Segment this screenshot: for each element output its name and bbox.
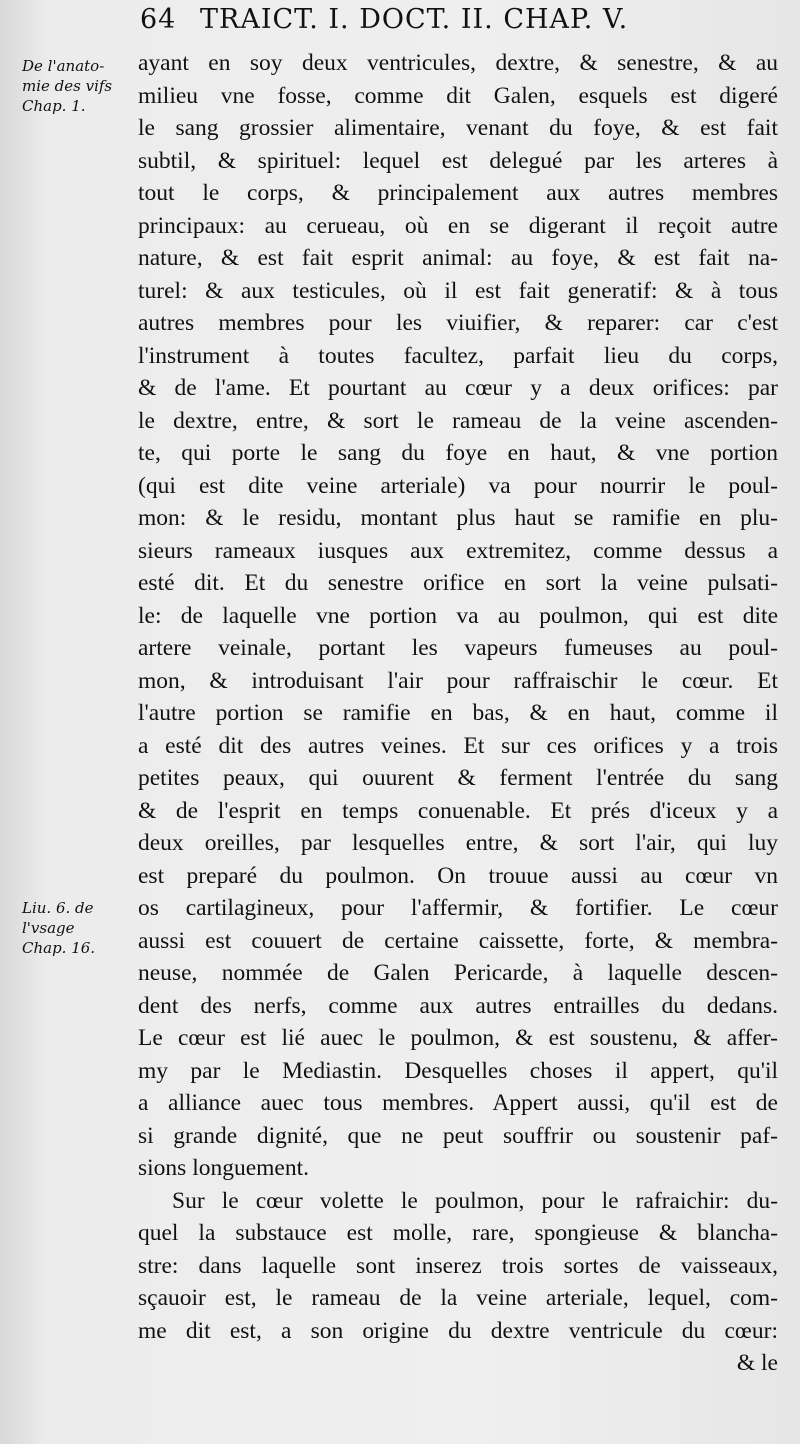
text-line: ayant en soy deux ventricules, dextre, & senestre, & au (138, 50, 778, 76)
text-line: est preparé du poulmon. On trouue aussi au cœur vn (138, 862, 778, 889)
text-line: mon: & le residu, montant plus haut se ramifie en plu- (138, 505, 778, 531)
text-line: l'autre portion se ramifie en bas, & en haut, comme il (138, 700, 778, 726)
text-line: a esté dit des autres veines. Et sur ces orifices y a trois (138, 732, 778, 759)
text-line: si grande dignité, que ne peut souffrir ou soustenir paf- (138, 1122, 778, 1149)
text-line: & de l'esprit en temps conuenable. Et prés d'iceux y a (138, 797, 778, 824)
text-line: deux oreilles, par lesquelles entre, & sort l'air, qui luy (138, 830, 778, 856)
margin-note-line: l'vsage (22, 919, 75, 937)
text-line: subtil, & spirituel: lequel est delegué par les arteres à (138, 147, 778, 174)
text-line: le: de laquelle vne portion va au poulmon, qui est dite (138, 602, 778, 629)
text-line: os cartilagineux, pour l'affermir, & fortifier. Le cœur (138, 895, 778, 921)
margin-note-usage (22, 898, 142, 958)
text-line: principaux: au cerueau, où en se digerant il reçoit autre (138, 212, 778, 239)
text-line: turel: & aux testicules, où il est fait generatif: & à tous (138, 277, 778, 304)
catchword: & le (736, 1350, 778, 1376)
text-line: le sang grossier alimentaire, venant du foye, & est fait (138, 115, 778, 141)
text-line: le dextre, entre, & sort le rameau de la veine ascenden- (138, 407, 778, 434)
text-line: te, qui porte le sang du foye en haut, & vne portion (138, 440, 778, 466)
text-line: stre: dans laquelle sont inserez trois sortes de vaisseaux, (138, 1252, 778, 1279)
text-line: & de l'ame. Et pourtant au cœur y a deux orifices: par (138, 375, 778, 401)
margin-note-line: mie des vifs (22, 77, 113, 95)
text-line: neuse, nommée de Galen Pericarde, à laquelle descen- (138, 960, 778, 986)
text-line: my par le Mediastin. Desquelles choses il appert, qu'il (138, 1057, 778, 1084)
margin-note-line: Chap. 1. (22, 97, 86, 115)
text-line: milieu vne fosse, comme dit Galen, esquels est digeré (138, 82, 778, 109)
page-number: 64 (140, 4, 177, 35)
text-line: (qui est dite veine arteriale) va pour nourrir le poul- (138, 472, 778, 499)
text-line: artere veinale, portant les vapeurs fumeuses au poul- (138, 635, 778, 661)
text-line: sions longuement. (138, 1155, 310, 1181)
margin-note-line: De l'anato- (22, 57, 105, 75)
text-line: sieurs rameaux iusques aux extremitez, comme dessus a (138, 537, 778, 564)
running-header (140, 4, 790, 35)
text-line: me dit est, a son origine du dextre ventricule du cœur: (138, 1317, 778, 1344)
text-line: Le cœur est lié auec le poulmon, & est soustenu, & affer- (138, 1025, 778, 1051)
text-line: esté dit. Et du senestre orifice en sort la veine pulsati- (138, 570, 778, 596)
text-line: autres membres pour les viuifier, & reparer: car c'est (138, 310, 778, 336)
text-line: tout le corps, & principalement aux autres membres (138, 180, 778, 206)
text-line: sçauoir est, le rameau de la veine arteriale, lequel, com- (138, 1285, 778, 1311)
margin-note-line: Chap. 16. (22, 939, 96, 957)
body-text (138, 47, 778, 1380)
text-line: mon, & introduisant l'air pour raffraischir le cœur. Et (138, 667, 778, 694)
text-line: l'instrument à toutes facultez, parfait lieu du corps, (138, 342, 778, 369)
text-line: quel la substauce est molle, rare, spongieuse & blancha- (138, 1220, 778, 1246)
margin-note-anatomy (22, 56, 142, 116)
text-line: dent des nerfs, comme aux autres entrailles du dedans. (138, 992, 778, 1019)
text-line: Sur le cœur volette le poulmon, pour le rafraichir: du- (172, 1187, 778, 1214)
text-line: a alliance auec tous membres. Appert aussi, qu'il est de (138, 1090, 778, 1116)
text-line: aussi est couuert de certaine caissette, forte, & membra- (138, 927, 778, 954)
text-line: petites peaux, qui ouurent & ferment l'entrée du sang (138, 765, 778, 791)
running-title: TRAICT. I. DOCT. II. CHAP. V. (200, 4, 629, 35)
margin-note-line: Liu. 6. de (22, 899, 94, 917)
text-line: nature, & est fait esprit animal: au foye, & est fait na- (138, 245, 778, 271)
